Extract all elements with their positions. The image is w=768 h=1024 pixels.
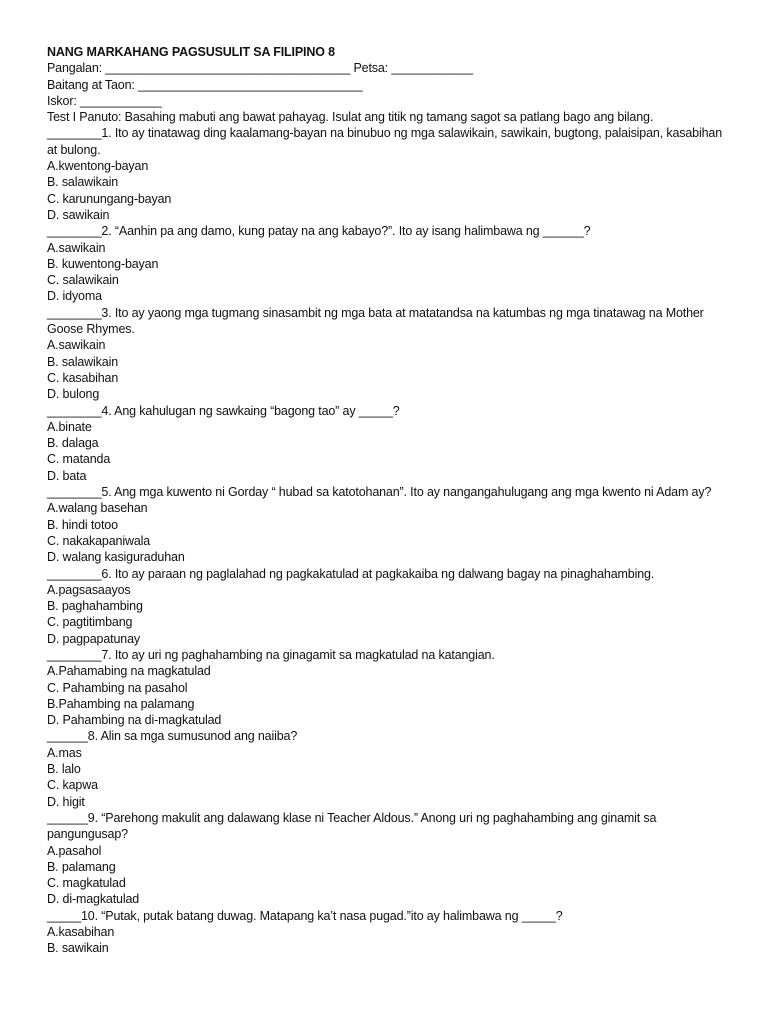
answer-option: C. Pahambing na pasahol [47, 680, 188, 695]
question-item [47, 403, 728, 484]
question-stem: ________2. “Aanhin pa ang damo, kung patay na ang kabayo?”. Ito ay isang halimbawa ng ______? [47, 224, 591, 239]
grade-year-line: Baitang at Taon: _________________________________ [47, 77, 363, 92]
answer-option: A.kasabihan [47, 925, 115, 940]
answer-option: D. Pahambing na di-magkatulad [47, 713, 222, 728]
answer-option: C. kasabihan [47, 370, 119, 385]
question-stem: ________5. Ang mga kuwento ni Gorday “ hubad sa katotohanan”. Ito ay nangangahulugang ang mga kwento ni Adam ay? [47, 485, 712, 500]
answer-option: B. lalo [47, 762, 81, 777]
answer-option: B. dalaga [47, 436, 99, 451]
answer-option: A.walang basehan [47, 501, 148, 516]
answer-option: C. matanda [47, 452, 111, 467]
question-stem: ______9. “Parehong makulit ang dalawang klase ni Teacher Aldous.” Anong uri ng paghahambing ang ginamit sa pangungusap? [47, 810, 657, 842]
answer-option: C. karunungang-bayan [47, 191, 172, 206]
question-item [47, 728, 728, 809]
answer-option: A.sawikain [47, 338, 106, 353]
answer-option: A.binate [47, 419, 92, 434]
question-stem: ________3. Ito ay yaong mga tugmang sinasambit ng mga bata at matatandsa na katumbas ng mga tinatawag na Mother Goose Rhymes. [47, 305, 704, 337]
answer-option: D. bata [47, 468, 87, 483]
answer-option: B. sawikain [47, 941, 109, 956]
answer-option: C. nakakapaniwala [47, 533, 151, 548]
answer-option: C. kapwa [47, 778, 98, 793]
answer-option: B. salawikain [47, 354, 118, 369]
test-instructions: Test I Panuto: Basahing mabuti ang bawat pahayag. Isulat ang titik ng tamang sagot sa patlang bago ang bilang. [47, 110, 654, 125]
answer-option: A.mas [47, 745, 82, 760]
answer-option: A.Pahamabing na magkatulad [47, 664, 211, 679]
exam-title: NANG MARKAHANG PAGSUSULIT SA FILIPINO 8 [47, 45, 335, 59]
answer-option: C. magkatulad [47, 876, 126, 891]
answer-option: D. di-magkatulad [47, 892, 140, 907]
question-stem: ________6. Ito ay paraan ng paglalahad ng pagkakatulad at pagkakaiba ng dalwang bagay na pinaghahambing. [47, 566, 655, 581]
question-stem: ________7. Ito ay uri ng paghahambing na ginagamit sa magkatulad na katangian. [47, 647, 495, 662]
question-item [47, 810, 728, 908]
question-stem: ________1. Ito ay tinatawag ding kaalamang-bayan na binubuo ng mga salawikain, sawikain, bugtong, palaisipan, kasabihan at bulong. [47, 126, 722, 157]
question-item [47, 647, 728, 728]
answer-option: C. salawikain [47, 273, 119, 288]
question-stem: _____10. “Putak, putak batang duwag. Matapang ka’t nasa pugad.”ito ay halimbawa ng _____? [47, 908, 563, 923]
answer-option: B. paghahambing [47, 599, 143, 614]
answer-option: D. higit [47, 794, 85, 809]
question-item [47, 305, 728, 403]
answer-option: D. walang kasiguraduhan [47, 550, 185, 565]
answer-option: B. hindi totoo [47, 517, 118, 532]
question-stem: ________4. Ang kahulugan ng sawkaing “bagong tao” ay _____? [47, 403, 400, 418]
answer-option: C. pagtitimbang [47, 615, 133, 630]
answer-option: A.pasahol [47, 843, 102, 858]
score-line: Iskor: ____________ [47, 93, 162, 108]
answer-option: A.sawikain [47, 240, 106, 255]
answer-option: B. kuwentong-bayan [47, 256, 159, 271]
question-item [47, 908, 728, 957]
question-item [47, 484, 728, 565]
answer-option: B. salawikain [47, 175, 118, 190]
answer-option: D. idyoma [47, 289, 102, 304]
question-item [47, 223, 728, 304]
answer-option: D. bulong [47, 387, 100, 402]
answer-option: D. pagpapatunay [47, 631, 140, 646]
question-list [47, 125, 728, 956]
question-item [47, 566, 728, 647]
answer-option: A.kwentong-bayan [47, 159, 149, 174]
answer-option: B. palamang [47, 859, 116, 874]
question-stem: ______8. Alin sa mga sumusunod ang naiiba? [47, 729, 298, 744]
answer-option: B.Pahambing na palamang [47, 696, 195, 711]
answer-option: D. sawikain [47, 207, 110, 222]
answer-option: A.pagsasaayos [47, 582, 131, 597]
name-date-line: Pangalan: ____________________________________ Petsa: ____________ [47, 61, 473, 76]
question-item [47, 125, 728, 223]
